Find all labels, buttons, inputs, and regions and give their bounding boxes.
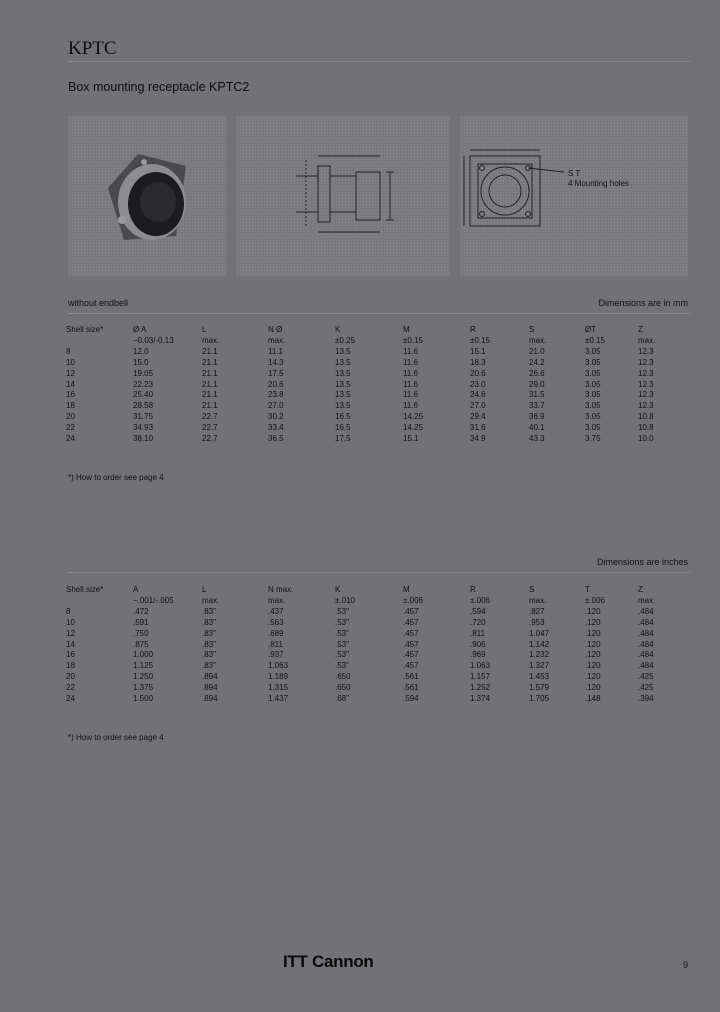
metric-units: Dimensions are in mm [598, 298, 688, 308]
table-cell: Z [638, 325, 643, 334]
table-cell: 15.1 [470, 346, 486, 356]
table-cell: .120 [585, 650, 601, 660]
table-cell: 29.4 [470, 412, 486, 422]
table-cell: 1.705 [529, 694, 550, 704]
table-cell: .120 [585, 606, 601, 616]
table-cell: .120 [585, 639, 601, 649]
side-view-drawing [236, 116, 450, 276]
table-cell: 11.6 [403, 390, 418, 400]
table-row [66, 369, 678, 380]
title-divider [68, 61, 690, 62]
table-cell: 38.10 [133, 434, 154, 444]
table-cell: 1.157 [470, 672, 491, 682]
table-cell: .120 [585, 661, 601, 671]
table-cell: .594 [403, 694, 419, 704]
table-cell: ±0.15 [470, 335, 490, 345]
table-cell: .689 [268, 628, 284, 638]
product-photo [68, 116, 226, 276]
table-cell: 3.75 [585, 434, 601, 444]
table-cell: .457 [403, 617, 419, 627]
table-cell: ±.006 [585, 595, 605, 605]
metric-note: *) How to order see page 4 [68, 473, 164, 482]
table-cell: L [202, 325, 207, 334]
table-cell: 11.6 [403, 346, 418, 356]
table-cell: 24 [66, 694, 75, 704]
table-cell: .53" [335, 661, 349, 671]
table-cell: max. [529, 335, 547, 345]
table-cell: .650 [335, 672, 351, 682]
table-cell: 1.232 [529, 650, 550, 660]
table-cell: 22.7 [202, 434, 218, 444]
table-cell: 23.0 [470, 379, 486, 389]
table-cell: .561 [403, 683, 419, 693]
table-cell: 30.2 [268, 412, 284, 422]
table-cell: 3.05 [585, 390, 601, 400]
table-row [66, 380, 678, 391]
table-cell: .83" [202, 617, 216, 627]
table-header-row [66, 585, 678, 596]
table-cell: 13.5 [335, 379, 351, 389]
table-cell: 16.5 [335, 423, 351, 433]
table-cell: 14.25 [403, 423, 424, 433]
table-cell: 34.93 [133, 423, 154, 433]
table-cell: max. [268, 335, 286, 345]
table-row [66, 640, 678, 651]
callout-mounting-holes: 4 Mounting holes [568, 179, 629, 188]
table-cell: .827 [529, 606, 545, 616]
table-cell: .811 [470, 628, 485, 638]
table-cell: .425 [638, 683, 654, 693]
table-cell: 31.75 [133, 412, 154, 422]
table-cell: 1.125 [133, 661, 154, 671]
table-cell: Shell size* [66, 325, 104, 334]
table-cell: 1.500 [133, 694, 154, 704]
table-cell: .650 [335, 683, 351, 693]
table-cell: .53" [335, 628, 349, 638]
table-cell: 14.3 [268, 357, 284, 367]
table-cell: .594 [470, 606, 486, 616]
table-cell: max. [638, 335, 656, 345]
table-cell: 14.25 [403, 412, 424, 422]
table-cell: .457 [403, 628, 419, 638]
table-cell: .457 [403, 650, 419, 660]
table-cell: .53" [335, 617, 349, 627]
table-cell: 12.0 [133, 346, 149, 356]
table-cell: 43.3 [529, 434, 545, 444]
table-header-row [66, 325, 678, 336]
table-cell: M [403, 585, 410, 594]
table-cell: 1.063 [470, 661, 491, 671]
table-cell: 10.8 [638, 423, 654, 433]
table-cell: 3.05 [585, 401, 601, 411]
table-cell: 15.1 [403, 434, 419, 444]
table-cell: 33.7 [529, 401, 545, 411]
table-cell: .83" [202, 628, 216, 638]
table-cell: .894 [202, 672, 218, 682]
table-cell: 16 [66, 390, 75, 400]
table-cell: 21.1 [202, 401, 218, 411]
table-cell: 14 [66, 639, 75, 649]
table-cell: ±.010 [335, 595, 355, 605]
table-row [66, 694, 678, 705]
callout-st: S T [568, 169, 581, 178]
table-cell: .953 [529, 617, 545, 627]
table-cell: ±.006 [470, 595, 490, 605]
table-cell: 3.05 [585, 379, 601, 389]
table-cell: 1.000 [133, 650, 154, 660]
table-cell: 1.374 [470, 694, 491, 704]
table-cell: .394 [638, 694, 654, 704]
table-cell: 36.9 [529, 412, 545, 422]
table-cell: .437 [268, 606, 284, 616]
table-cell: L [202, 585, 207, 594]
table-cell: 21.1 [202, 346, 218, 356]
table-cell: 16.5 [335, 412, 351, 422]
table-cell: .425 [638, 672, 654, 682]
table-row [66, 423, 678, 434]
table-row [66, 629, 678, 640]
table-cell: .83" [202, 650, 216, 660]
table-cell: .457 [403, 661, 419, 671]
table-cell: 31.5 [529, 390, 545, 400]
table-cell: .563 [268, 617, 284, 627]
page-title: KPTC [68, 38, 117, 59]
table-cell: max. [268, 595, 286, 605]
product-subtitle: Box mounting receptacle KPTC2 [68, 80, 250, 94]
table-row [66, 347, 678, 358]
table-cell: N max. [268, 585, 294, 594]
table-cell: 13.5 [335, 346, 351, 356]
metric-divider [68, 313, 690, 314]
table-cell: max. [638, 595, 656, 605]
table-cell: 1.047 [529, 628, 550, 638]
table-cell: 12.3 [638, 346, 654, 356]
table-cell: R [470, 325, 476, 334]
table-cell: ±0.25 [335, 335, 355, 345]
table-cell: −.001/-.005 [133, 595, 174, 605]
table-cell: .120 [585, 683, 601, 693]
table-cell: .811 [268, 639, 283, 649]
table-row [66, 650, 678, 661]
table-cell: 18.3 [470, 357, 486, 367]
brand-logo: ITT Cannon [283, 952, 374, 971]
table-cell: .906 [470, 639, 486, 649]
table-cell: 17.5 [268, 368, 284, 378]
table-cell: 11.1 [268, 346, 283, 356]
table-cell: .720 [470, 617, 486, 627]
table-cell: K [335, 585, 341, 594]
table-row [66, 412, 678, 423]
table-row [66, 434, 678, 445]
table-cell: ±.006 [403, 595, 423, 605]
table-cell: 12.3 [638, 379, 654, 389]
table-cell: 15.0 [133, 357, 149, 367]
table-cell: 22.7 [202, 412, 218, 422]
table-cell: 20 [66, 412, 75, 422]
table-cell: 24.2 [529, 357, 545, 367]
table-cell: 22.7 [202, 423, 218, 433]
table-cell: .83" [202, 661, 216, 671]
table-cell: 1.327 [529, 661, 550, 671]
table-cell: 11.6 [403, 357, 418, 367]
table-cell: .561 [403, 672, 419, 682]
table-cell: .484 [638, 617, 654, 627]
table-row [66, 661, 678, 672]
table-cell: 1.250 [133, 672, 154, 682]
table-cell: 17.5 [335, 434, 351, 444]
table-cell: 16 [66, 650, 75, 660]
table-cell: ±0.15 [403, 335, 423, 345]
table-cell: .750 [133, 628, 149, 638]
table-cell: 10.8 [638, 412, 654, 422]
table-cell: 1.453 [529, 672, 550, 682]
table-cell: ±0.15 [585, 335, 605, 345]
table-cell: 11.6 [403, 368, 418, 378]
table-cell: .894 [202, 683, 218, 693]
table-cell: R [470, 585, 476, 594]
table-cell: 3.05 [585, 346, 601, 356]
table-cell: 24.6 [470, 390, 486, 400]
metric-caption: without endbell [68, 298, 129, 308]
table-cell: 21.1 [202, 390, 218, 400]
table-cell: 8 [66, 606, 71, 616]
table-cell: 11.6 [403, 401, 418, 411]
table-row [66, 683, 678, 694]
table-cell: S [529, 585, 535, 594]
table-cell: .484 [638, 628, 654, 638]
table-cell: 8 [66, 346, 71, 356]
table-cell: .894 [202, 694, 218, 704]
table-cell: 3.05 [585, 423, 601, 433]
table-cell: 13.5 [335, 357, 351, 367]
table-cell: 40.1 [529, 423, 545, 433]
table-cell: M [403, 325, 410, 334]
imperial-table [66, 585, 678, 705]
table-cell: 1.437 [268, 694, 289, 704]
table-cell: −0.03/-0.13 [133, 335, 174, 345]
table-cell: 21.1 [202, 368, 218, 378]
metric-table [66, 325, 678, 445]
table-cell: 20.6 [470, 368, 486, 378]
table-cell: 25.40 [133, 390, 154, 400]
table-cell: .83" [202, 639, 216, 649]
table-cell: 28.58 [133, 401, 154, 411]
table-cell: Shell size* [66, 585, 104, 594]
table-cell: .120 [585, 672, 601, 682]
table-cell: .457 [403, 639, 419, 649]
table-row [66, 618, 678, 629]
table-cell: max. [529, 595, 547, 605]
table-cell: 1.063 [268, 661, 289, 671]
front-view-drawing [460, 116, 688, 276]
table-cell: 1.252 [470, 683, 491, 693]
table-subheader-row [66, 596, 678, 607]
table-row [66, 390, 678, 401]
table-cell: max. [202, 595, 220, 605]
table-cell: .591 [133, 617, 149, 627]
table-cell: K [335, 325, 341, 334]
table-cell: 20.6 [268, 379, 284, 389]
table-cell: .969 [470, 650, 486, 660]
table-cell: 19.05 [133, 368, 154, 378]
table-cell [66, 336, 133, 347]
table-cell: .83" [202, 606, 216, 616]
table-cell: .120 [585, 617, 601, 627]
table-row [66, 358, 678, 369]
table-cell: .120 [585, 628, 601, 638]
table-cell: 1.189 [268, 672, 289, 682]
table-cell: 18 [66, 661, 75, 671]
table-cell: .472 [133, 606, 149, 616]
table-cell: 1.315 [268, 683, 289, 693]
imperial-divider [68, 572, 690, 573]
table-cell: .937 [268, 650, 284, 660]
table-cell: 12.3 [638, 357, 654, 367]
table-cell: 12 [66, 628, 75, 638]
table-cell [66, 596, 133, 607]
table-cell: 13.5 [335, 390, 351, 400]
table-cell: 18 [66, 401, 75, 411]
table-row [66, 607, 678, 618]
page-number: 9 [682, 960, 688, 970]
table-cell: 14 [66, 379, 75, 389]
table-cell: 12 [66, 368, 75, 378]
table-cell: 29.0 [529, 379, 545, 389]
table-cell: 10.0 [638, 434, 654, 444]
table-cell: 33.4 [268, 423, 284, 433]
table-cell: 21.0 [529, 346, 545, 356]
table-cell: 22 [66, 683, 75, 693]
table-cell: 31.6 [470, 423, 486, 433]
table-row [66, 401, 678, 412]
table-cell: 1.579 [529, 683, 550, 693]
table-cell: 24 [66, 434, 75, 444]
table-cell: 3.05 [585, 357, 601, 367]
table-cell: .484 [638, 606, 654, 616]
table-cell: 23.8 [268, 390, 284, 400]
imperial-note: *) How to order see page 4 [68, 733, 164, 742]
table-cell: 12.3 [638, 401, 654, 411]
table-cell: .148 [585, 694, 601, 704]
table-cell: 22 [66, 423, 75, 433]
table-cell: .53" [335, 650, 349, 660]
table-cell: 27.0 [268, 401, 284, 411]
table-cell: 13.5 [335, 368, 351, 378]
table-cell: ØT [585, 325, 597, 334]
imperial-units: Dimensions are inches [596, 557, 688, 567]
table-cell: 12.3 [638, 368, 654, 378]
table-cell: 34.9 [470, 434, 486, 444]
table-cell: 20 [66, 672, 75, 682]
table-cell: .457 [403, 606, 419, 616]
table-cell: 11.6 [403, 379, 418, 389]
table-cell: 12.3 [638, 390, 654, 400]
table-cell: max. [202, 335, 220, 345]
table-cell: Z [638, 585, 643, 594]
table-cell: 22.23 [133, 379, 154, 389]
table-cell: 10 [66, 357, 75, 367]
table-cell: 27.0 [470, 401, 486, 411]
table-cell: S [529, 325, 535, 334]
table-cell: 1.142 [529, 639, 550, 649]
table-cell: 3.05 [585, 412, 601, 422]
table-cell: Ø A [133, 325, 147, 334]
table-subheader-row [66, 336, 678, 347]
table-cell: 36.5 [268, 434, 284, 444]
table-cell: 21.1 [202, 357, 218, 367]
table-cell: .484 [638, 650, 654, 660]
table-cell: .68" [335, 694, 349, 704]
table-cell: 1.375 [133, 683, 154, 693]
table-cell: .53" [335, 639, 349, 649]
table-row [66, 672, 678, 683]
table-cell: 10 [66, 617, 75, 627]
table-cell: .484 [638, 639, 654, 649]
table-cell: T [585, 585, 590, 594]
table-cell: 26.6 [529, 368, 545, 378]
table-cell: A [133, 585, 139, 594]
table-cell: 21.1 [202, 379, 218, 389]
table-cell: .875 [133, 639, 149, 649]
table-cell: .53" [335, 606, 349, 616]
table-cell: N Ø [268, 325, 283, 334]
table-cell: 3.05 [585, 368, 601, 378]
table-cell: 13.5 [335, 401, 351, 411]
table-cell: .484 [638, 661, 654, 671]
